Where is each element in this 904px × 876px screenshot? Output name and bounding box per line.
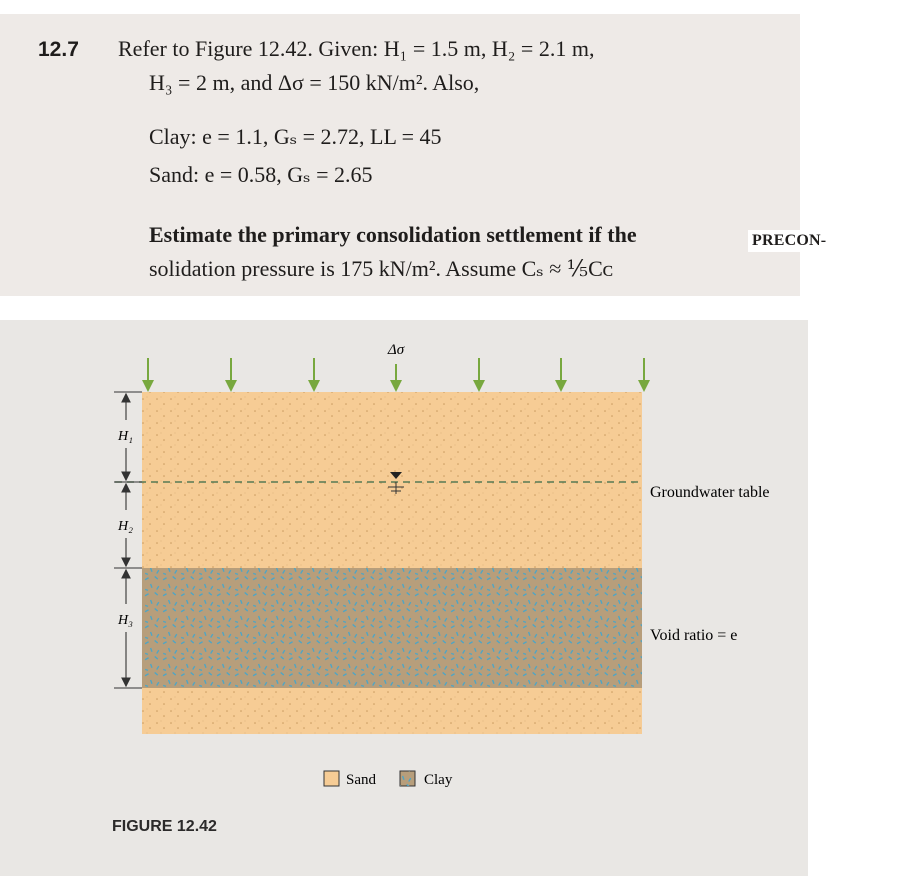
groundwater-label: Groundwater table bbox=[650, 484, 770, 501]
problem-line-2: H₃ = 2 m, and Δσ = 150 kN/m². Also, bbox=[149, 70, 480, 95]
h1-label: H₁ bbox=[118, 429, 133, 444]
void-ratio-label: Void ratio = e bbox=[650, 627, 738, 644]
clay-properties: Clay: e = 1.1, Gₛ = 2.72, LL = 45 bbox=[149, 124, 442, 149]
h3-label: H₃ bbox=[118, 613, 133, 628]
problem-line-1: Refer to Figure 12.42. Given: H₁ = 1.5 m, H₂ = 2.1 m, bbox=[118, 36, 595, 61]
problem-number: 12.7 bbox=[38, 38, 79, 61]
problem-line-5: Estimate the primary consolidation settlement if the bbox=[149, 222, 637, 247]
legend-sand-swatch bbox=[324, 771, 339, 786]
h2-label: H₂ bbox=[118, 519, 133, 534]
legend-clay-label: Clay bbox=[424, 772, 453, 788]
figure-caption: FIGURE 12.42 bbox=[112, 818, 217, 835]
sand-properties: Sand: e = 0.58, Gₛ = 2.65 bbox=[149, 162, 373, 187]
problem-line-6: solidation pressure is 175 kN/m². Assume Cₛ ≈ ⅕Cᴄ bbox=[149, 256, 614, 281]
precon-side-note: PRECON- bbox=[748, 230, 830, 252]
load-arrows bbox=[142, 358, 650, 392]
legend-sand-label: Sand bbox=[346, 772, 376, 788]
load-label: Δσ bbox=[387, 342, 405, 358]
